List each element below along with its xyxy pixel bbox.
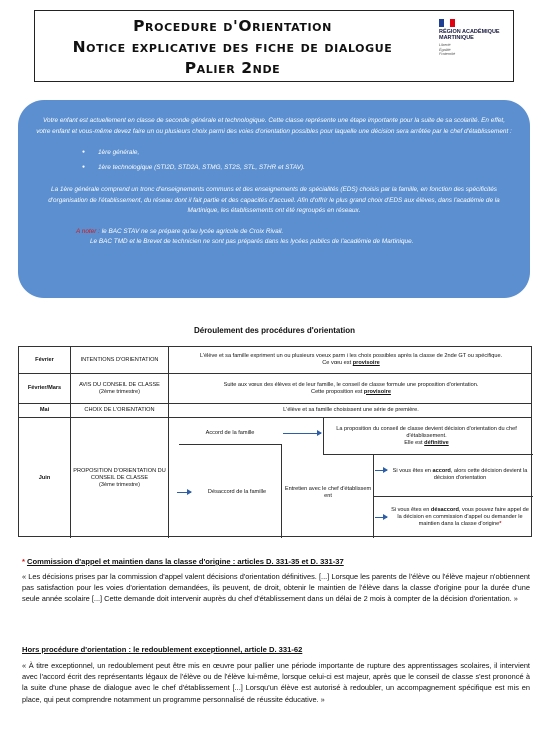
academy-logo	[439, 19, 511, 59]
period-cell: Février/Mars	[19, 374, 71, 403]
note-text-1: le BAC STAV ne se prépare qu'au lycée agricole de Croix Rivail.	[101, 227, 284, 235]
title-line-2: Notice explicative des fiche de dialogue	[72, 38, 393, 56]
option-item: ● 1ère technologique (STI2D, STD2A, STMG, ST2S, STL, STHR et STAV).	[82, 160, 512, 175]
table-row	[19, 418, 531, 538]
description-cell: L'élève et sa famille expriment un ou plusieurs voeux parm i les choix possibles après la classe de 2nde GT ou spécifique. Ce vœu est provisoire	[199, 353, 503, 366]
table-row	[19, 404, 531, 418]
arrow-right-icon	[283, 433, 321, 434]
procedure-table	[18, 346, 532, 537]
step-cell: INTENTIONS D'ORIENTATION	[71, 347, 169, 373]
hors-procedure-body: « À titre exceptionnel, un redoublement peut être mis en œuvre pour pallier une période importante de rupture des apprentissages scolaires, il intervient avec l'accord écrit des représentants légaux de l'élève ou de l'élève lui-même, lorsque celui-ci est majeur, après que le conseil de classe s'est prononcé à la suite d'une phase de dialogue avec le chef d'établissement [...] Lorsqu'un élève est autorisé à redoubler, un accompagnement spécifique est mis en place, qui peut comprendre notamment un programme personnalisé de réussite éducative. »	[22, 661, 530, 704]
arrow-right-icon	[177, 492, 191, 493]
entretien-label: Entretien avec le chef d'établissem ent	[284, 486, 372, 499]
arrow-right-icon	[375, 470, 387, 471]
title-line-1: Procedure d'Orientation	[133, 17, 332, 35]
description-cell: Suite aux vœux des élèves et de leur famille, le conseil de classe formule une proposition d'orientation. Cette proposition est provisoire	[223, 381, 479, 395]
info-paragraph-2: La 1ère générale comprend un tronc d'enseignements communs et des enseignements de spécialités (EDS) choisis par la famille, en fonction des spécificités d'organisation de l'établissement, du réseau dont il fait partie et des capacités d'accueil. Afin d'offrir le plus grand choix d'EDS aux élèves, dans l'académie de la Martinique, les établissements ont été regroupés en réseaux.	[48, 186, 500, 214]
arrow-right-icon	[375, 517, 387, 518]
step-cell: PROPOSITION D'ORIENTATION DU CONSEIL DE CLASSE (3ème trimestre)	[71, 418, 169, 538]
document-header	[34, 10, 514, 82]
logo-motto-1: Liberté	[439, 43, 451, 47]
option-desaccord: Si vous êtes en désaccord, vous pouvez faire appel de la décision en commission d'appel ou demander le maintien dans la classe d'origine*	[391, 506, 529, 527]
period-cell: Mai	[19, 404, 71, 417]
step-cell: CHOIX DE L'ORIENTATION	[71, 404, 169, 417]
orientation-options-list	[82, 145, 512, 175]
asterisk-mark: *	[22, 557, 25, 566]
commission-title: * Commission d'appel et maintien dans la classe d'origine : articles D. 331-35 et D. 331-37	[22, 557, 344, 566]
step-cell: AVIS DU CONSEIL DE CLASSE (2ème trimestre)	[71, 374, 169, 403]
table-row	[19, 374, 531, 404]
table-row	[19, 347, 531, 374]
hors-procedure-title: Hors procédure d'orientation : le redoublement exceptionnel, article D. 331-62	[22, 645, 303, 654]
option-accord: Si vous êtes en accord, alors cette décision devient la décision d'orientation	[392, 468, 528, 481]
logo-line-2: MARTINIQUE	[439, 35, 474, 41]
logo-line-1: RÉGION ACADÉMIQUE	[439, 29, 500, 35]
accord-result: La proposition du conseil de classe devient décision d'orientation du chef d'établissement. Elle est définitive	[336, 425, 517, 446]
french-flag-icon	[439, 19, 455, 27]
info-note	[36, 227, 512, 238]
info-box	[18, 100, 530, 298]
logo-motto-2: Égalité	[439, 47, 451, 52]
commission-body: « Les décisions prises par la commission d'appel valent décisions d'orientation définitives. [...] Lorsque les parents de l'élève ou l'élève majeur n'obtiennent pas satisfaction pour les voies d'orientation demandées, ils peuvent, de droit, obtenir le maintien de l'élève dans la classe d'origine pour la durée d'une seule année scolaire [...] Cette demande doit intervenir auprès du chef d'établissement dans un délai de 2 mois à compter de la décision d'orientation. »	[22, 572, 530, 604]
desaccord-label: Désaccord de la famille	[207, 488, 267, 495]
note-text-2: Le BAC TMD et le Brevet de technicien ne sont pas préparés dans les lycées publics de l'académie de Martinique.	[90, 238, 414, 245]
period-cell: Février	[19, 347, 71, 373]
title-line-3: Palier 2nde	[184, 59, 281, 77]
note-label: A noter :	[76, 227, 100, 235]
document-title	[35, 16, 430, 79]
accord-label: Accord de la famille	[205, 429, 255, 436]
procedure-title: Déroulement des procédures d'orientation	[193, 326, 356, 335]
info-intro: Votre enfant est actuellement en classe de seconde générale et technologique. Cette classe représente une étape importante pour la suite de sa scolarité. En effet, votre enfant et vous-même devez faire un ou plusieurs choix parmi des voies d'orientation possibles pour laquelle une décision sera arrêtée par le chef d'établissement :	[36, 117, 512, 135]
description-cell: L'élève et sa famille choisissent une série de première.	[283, 407, 419, 413]
period-cell: Juin	[19, 418, 71, 538]
option-item: ● 1ère générale,	[82, 145, 512, 160]
logo-motto-3: Fraternité	[439, 52, 456, 56]
